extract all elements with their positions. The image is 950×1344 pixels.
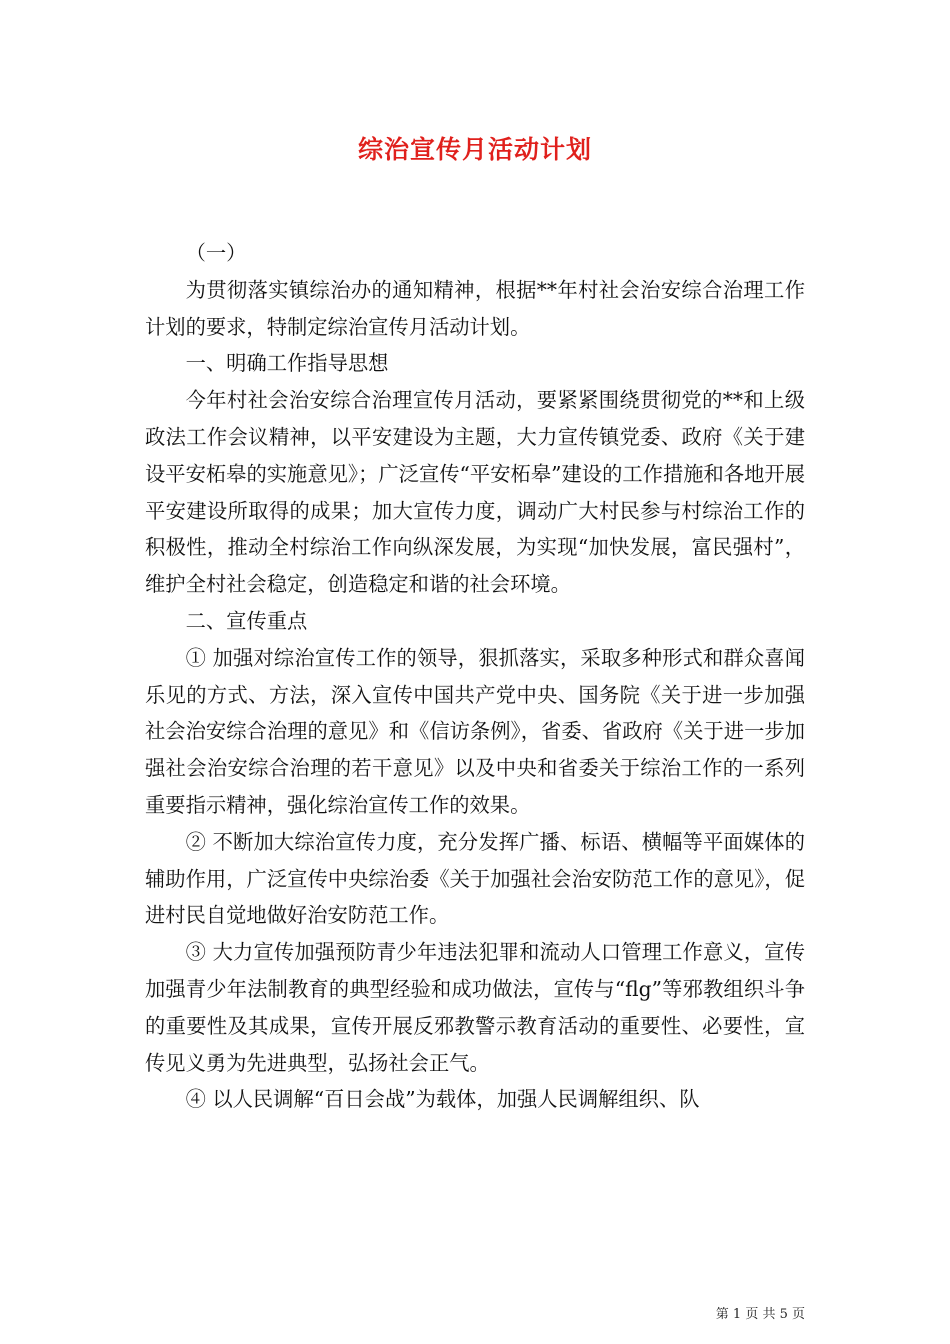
section-heading-focus: 二、宣传重点 [185, 608, 308, 633]
page-number: 第 1 页 共 5 页 [715, 1307, 805, 1322]
section-heading-guidance: 一、明确工作指导思想 [185, 351, 389, 376]
focus-item-1: ① 加强对综治宣传工作的领导，狠抓落实，采取多种形式和群众喜闻乐见的方式、方法，深入宣传中国共产党中央、国务院《关于进一步加强社会治安综合治理的意见》和《信访条例》，省委、省政府《关于进一步加强社会治安综合治理的若干意见》以及中央和省委关于综治工作的一系列重要指示精神，强化综治宣传工作的效果。 [145, 645, 805, 817]
focus-item-4: ④ 以人民调解“百日会战”为载体，加强人民调解组织、队 [185, 1087, 700, 1112]
document-body [145, 235, 805, 1118]
guidance-paragraph: 今年村社会治安综合治理宣传月活动，要紧紧围绕贯彻党的**和上级政法工作会议精神，以平安建设为主题，大力宣传镇党委、政府《关于建设平安柘皋的实施意见》；广泛宣传“平安柘皋”建设的工作措施和各地开展平安建设所取得的成果；加大宣传力度，调动广大村民参与村综治工作的积极性，推动全村综治工作向纵深发展，为实现“加快发展，富民强村”，维护全村社会稳定，创造稳定和谐的社会环境。 [145, 388, 805, 597]
focus-item-3: ③ 大力宣传加强预防青少年违法犯罪和流动人口管理工作意义，宣传加强青少年法制教育的典型经验和成功做法，宣传与“flg”等邪教组织斗争的重要性及其成果，宣传开展反邪教警示教育活动的重要性、必要性，宣传见义勇为先进典型，弘扬社会正气。 [145, 940, 805, 1075]
page-title: 综治宣传月活动计划 [357, 135, 592, 164]
section-label: （一） [185, 241, 247, 265]
focus-item-2: ② 不断加大综治宣传力度，充分发挥广播、标语、横幅等平面媒体的辅助作用，广泛宣传中央综治委《关于加强社会治安防范工作的意见》，促进村民自觉地做好治安防范工作。 [145, 829, 805, 928]
intro-paragraph: 为贯彻落实镇综治办的通知精神，根据**年村社会治安综合治理工作计划的要求，特制定综治宣传月活动计划。 [145, 277, 805, 339]
